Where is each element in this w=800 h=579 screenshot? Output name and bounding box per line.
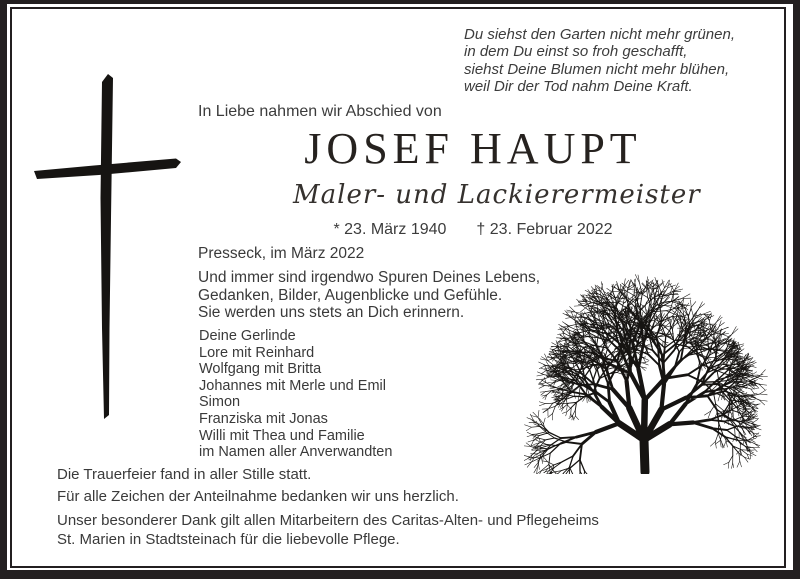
thanks-paragraph [57, 512, 599, 549]
verse-line: Sie werden uns stets an Dich erinnern. [198, 304, 465, 322]
poem-line: weil Dir der Tod nahm Deine Kraft. [464, 78, 693, 96]
poem-line: Du siehst den Garten nicht mehr grünen, [464, 26, 735, 43]
poem [464, 26, 784, 96]
mourner: Deine Gerlinde [199, 328, 296, 344]
tree-icon [524, 268, 788, 474]
intro-line: In Liebe nahmen wir Abschied von [198, 103, 442, 120]
life-dates [293, 221, 653, 239]
poem-line: siehst Deine Blumen nicht mehr blühen, [464, 60, 730, 78]
mourner: Wolfgang mit Britta [199, 361, 322, 378]
closing-line: Die Trauerfeier fand in aller Stille statt. [57, 466, 312, 483]
mourner: Willi mit Thea und Familie [199, 427, 365, 444]
death-date: † 23. Februar 2022 [476, 221, 613, 238]
verse [198, 269, 540, 322]
cross-icon [24, 68, 184, 424]
mourner: im Namen aller Anverwandten [199, 444, 393, 461]
closing-line: Für alle Zeichen der Anteilnahme bedanken wir uns herzlich. [57, 488, 459, 505]
place-date: Presseck, im März 2022 [198, 245, 365, 262]
verse-line: Und immer sind irgendwo Spuren Deines Lebens, [198, 269, 541, 286]
deceased-name: JOSEF HAUPT [304, 124, 642, 173]
mourner: Franziska mit Jonas [199, 410, 328, 427]
poem-line: in dem Du einst so froh geschafft, [464, 43, 688, 61]
mourner: Lore mit Reinhard [199, 344, 315, 361]
mourner: Simon [199, 394, 241, 411]
birth-date: * 23. März 1940 [333, 221, 447, 238]
profession: Maler- und Lackierermeister [293, 180, 701, 210]
header-block [293, 124, 701, 239]
mourners-list [199, 328, 392, 461]
mourner: Johannes mit Merle und Emil [199, 377, 386, 394]
verse-line: Gedanken, Bilder, Augenblicke und Gefühle. [198, 286, 503, 304]
thanks-line: St. Marien in Stadtsteinach für die liebevolle Pflege. [57, 530, 400, 548]
thanks-line: Unser besonderer Dank gilt allen Mitarbeitern des Caritas-Alten- und Pflegeheims [57, 512, 599, 529]
